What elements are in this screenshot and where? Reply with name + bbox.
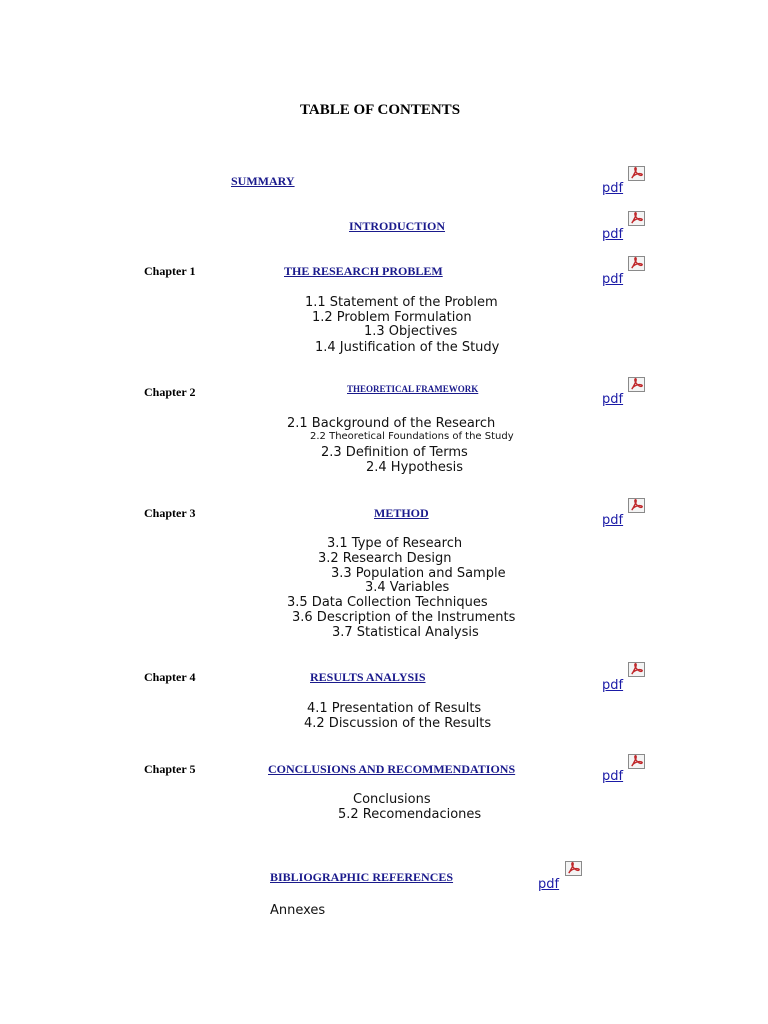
toc-item: 3.7 Statistical Analysis bbox=[332, 625, 479, 640]
pdf-icon[interactable] bbox=[628, 377, 645, 392]
introduction-pdf-link[interactable]: pdf bbox=[602, 227, 624, 242]
introduction-link[interactable]: INTRODUCTION bbox=[349, 219, 446, 233]
chapter-4-label: Chapter 4 bbox=[144, 670, 196, 684]
chapter-3-pdf-link[interactable]: pdf bbox=[602, 513, 624, 528]
toc-item: 3.4 Variables bbox=[365, 580, 450, 595]
pdf-icon[interactable] bbox=[628, 662, 645, 677]
toc-item: 4.1 Presentation of Results bbox=[307, 701, 482, 716]
chapter-4-title-link[interactable]: RESULTS ANALYSIS bbox=[310, 670, 426, 684]
chapter-4-pdf-link[interactable]: pdf bbox=[602, 678, 624, 693]
toc-item: 1.4 Justification of the Study bbox=[315, 340, 500, 355]
toc-item: 1.1 Statement of the Problem bbox=[305, 295, 498, 310]
chapter-5-pdf-link[interactable]: pdf bbox=[602, 769, 624, 784]
pdf-icon[interactable] bbox=[628, 166, 645, 181]
pdf-icon[interactable] bbox=[628, 498, 645, 513]
toc-item: 3.1 Type of Research bbox=[327, 536, 463, 551]
toc-item: 3.3 Population and Sample bbox=[331, 566, 506, 581]
chapter-2-title-link[interactable]: THEORETICAL FRAMEWORK bbox=[347, 384, 479, 394]
toc-item: Conclusions bbox=[353, 792, 431, 807]
chapter-2-pdf-link[interactable]: pdf bbox=[602, 392, 624, 407]
toc-item: 2.1 Background of the Research bbox=[287, 416, 496, 431]
references-pdf-link[interactable]: pdf bbox=[538, 877, 560, 892]
pdf-icon[interactable] bbox=[628, 754, 645, 769]
summary-link[interactable]: SUMMARY bbox=[231, 174, 295, 188]
toc-item: 3.5 Data Collection Techniques bbox=[287, 595, 488, 610]
summary-pdf-link[interactable]: pdf bbox=[602, 181, 624, 196]
chapter-1-label: Chapter 1 bbox=[144, 264, 196, 278]
chapter-1-title-link[interactable]: THE RESEARCH PROBLEM bbox=[284, 264, 443, 278]
toc-item: 5.2 Recomendaciones bbox=[338, 807, 482, 822]
chapter-3-label: Chapter 3 bbox=[144, 506, 196, 520]
toc-item: 3.6 Description of the Instruments bbox=[292, 610, 516, 625]
toc-item: 3.2 Research Design bbox=[318, 551, 452, 566]
pdf-icon[interactable] bbox=[565, 861, 582, 876]
chapter-5-title-link[interactable]: CONCLUSIONS AND RECOMMENDATIONS bbox=[268, 762, 516, 776]
toc-item: 4.2 Discussion of the Results bbox=[304, 716, 492, 731]
references-link[interactable]: BIBLIOGRAPHIC REFERENCES bbox=[270, 870, 454, 884]
pdf-icon[interactable] bbox=[628, 256, 645, 271]
chapter-5-label: Chapter 5 bbox=[144, 762, 196, 776]
page-title: TABLE OF CONTENTS bbox=[300, 102, 461, 118]
annexes-text: Annexes bbox=[270, 903, 326, 918]
chapter-2-label: Chapter 2 bbox=[144, 385, 196, 399]
chapter-1-pdf-link[interactable]: pdf bbox=[602, 272, 624, 287]
toc-item: 2.4 Hypothesis bbox=[366, 460, 463, 475]
pdf-icon[interactable] bbox=[628, 211, 645, 226]
toc-item: 2.2 Theoretical Foundations of the Study bbox=[310, 431, 514, 442]
toc-item: 1.3 Objectives bbox=[364, 324, 458, 339]
toc-item: 2.3 Definition of Terms bbox=[321, 445, 468, 460]
toc-item: 1.2 Problem Formulation bbox=[312, 310, 472, 325]
chapter-3-title-link[interactable]: METHOD bbox=[374, 506, 429, 520]
